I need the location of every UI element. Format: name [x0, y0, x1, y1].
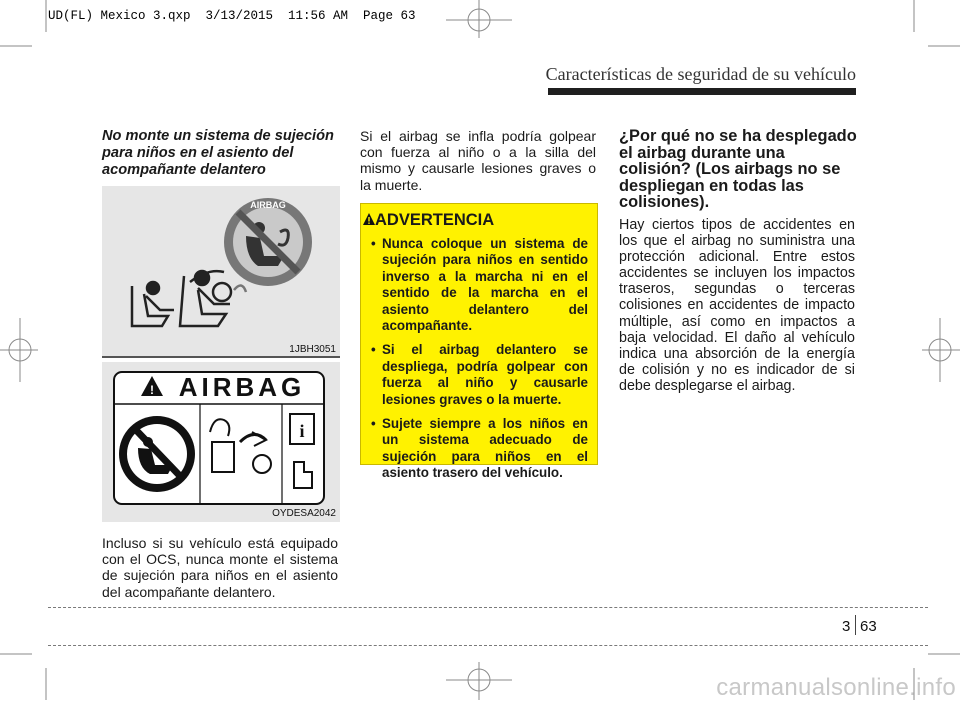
watermark: carmanualsonline.info [716, 674, 956, 701]
no-child-seat-icon [224, 198, 312, 286]
col2-body: Si el airbag se infla podría golpear con fuerza al niño o a la silla del mismo y causarle lesiones graves o la muerte. [360, 128, 596, 193]
warning-item: • Nunca coloque un sistema de sujeción para niños en sentido inverso a la marcha ni en el sentido de la marcha en el asiento delantero del acompañante. [372, 236, 588, 334]
label-word: AIRBAG [178, 372, 306, 402]
col3-heading: ¿Por qué no se ha desplegado el airbag durante una colisión? (Los airbags no se despliegan en todas las colisiones). [619, 127, 857, 212]
print-slug: UD(FL) Mexico 3.qxp 3/13/2015 11:56 AM Page 63 [48, 9, 416, 23]
figure-child-seat-airbag [102, 186, 340, 358]
figure1-code: 1JBH3051 [289, 344, 336, 355]
occupants-illustration [132, 271, 246, 326]
col3-body: Hay ciertos tipos de accidentes en los que el airbag no suministra una protección adicional. Entre estos accidentes se incluyen los impactos traseros, segundas o terceras colisiones en accidentes de impacto múltiple, así como en impactos a baja velocidad. El daño al vehículo indica una absorción de la energía de colisión y no es indicador de si debe desplegarse el airbag. [619, 217, 855, 394]
figure-separator [102, 356, 340, 358]
col1-body: Incluso si su vehículo está equipado con el OCS, nunca monte el sistema de sujeción para niños en el asiento del acompañante delantero. [102, 535, 338, 600]
chapter-number: 3 [842, 618, 851, 635]
footer-rule-top [48, 607, 928, 608]
col1-heading: No monte un sistema de sujeción para niños en el asiento del acompañante delantero [102, 128, 334, 178]
svg-text:!: ! [150, 383, 154, 397]
header-rule [548, 88, 856, 95]
warning-item: • Si el airbag delantero se despliega, podría golpear con fuerza al niño y causarle lesiones graves o la muerte. [372, 342, 588, 408]
warning-list [372, 236, 588, 490]
page-number: 63 [860, 618, 877, 635]
figure-airbag-warning-label [102, 362, 340, 522]
warning-triangle-icon [362, 212, 376, 226]
svg-text:AIRBAG: AIRBAG [250, 200, 286, 210]
warning-title: ADVERTENCIA [375, 211, 495, 229]
figure2-code: OYDESA2042 [272, 508, 336, 519]
svg-text:i: i [299, 421, 305, 441]
warning-item: • Sujete siempre a los niños en un sistema adecuado de sujeción para niños en el asiento trasero del vehículo. [372, 416, 588, 482]
page-number-separator [855, 615, 856, 635]
no-child-seat-pictogram-icon [119, 416, 195, 492]
footer-rule-bottom [48, 645, 928, 646]
section-title: Características de seguridad de su vehículo [545, 64, 856, 84]
